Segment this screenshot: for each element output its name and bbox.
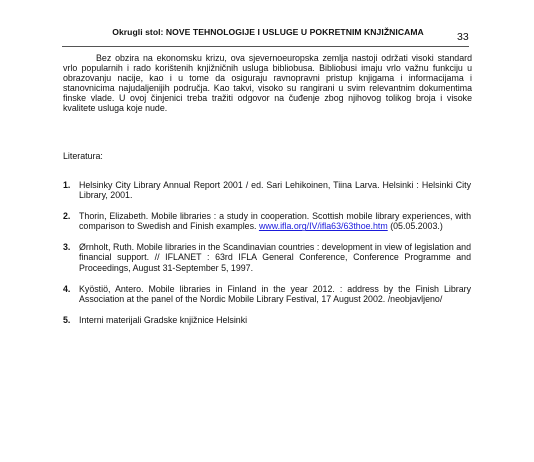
reference-number: 4.	[63, 283, 71, 294]
reference-text: Helsinky City Library Annual Report 2001 / ed. Sari Lehikoinen, Tiina Larva. Helsinki : Helsinki City Library, 2001.	[79, 180, 471, 201]
reference-text: Interni materijali Gradske knjižnice Helsinki	[79, 314, 248, 325]
reference-link[interactable]: www.ifla.org/IV/ifla63/63thoe.htm	[258, 221, 388, 232]
page-number: 33	[457, 31, 469, 43]
reference-item-1	[63, 180, 471, 200]
reference-number: 5.	[63, 314, 71, 325]
reference-item-5	[63, 315, 471, 325]
reference-list	[63, 180, 471, 336]
running-header: Okrugli stol: NOVE TEHNOLOGIJE I USLUGE U POKRETNIM KNJIŽNICAMA	[112, 27, 424, 37]
body-paragraph: Bez obzira na ekonomsku krizu, ova sjevernoeuropska zemlja nastoji održati visoki standard vrlo popularnih i rado korištenih knjižničnih usluga bibliobusa. Bibliobusi imaju vrlo važnu funkciju u obrazovanju nacije, kao i u tome da osiguraju ravnopravni pristup knjigama i informacijama i stanovnicima najudaljenijih područja. Kao takvi, visoko su rangirani u svim relevantnim dokumentima finske vlade. U ovoj činjenici treba tražiti odgovor na čuđenje zbog njihovog tolikog broja i visoke kvalitete usluga koje nude.	[63, 53, 472, 114]
reference-text: Kyöstiö, Antero. Mobile libraries in Finland in the year 2012. : address by the Finish Library Association at the panel of the Nordic Mobile Library Festival, 17 August 2002. /neobjavljeno/	[79, 283, 471, 304]
reference-item-4	[63, 284, 471, 304]
literature-heading: Literatura:	[63, 151, 103, 161]
reference-number: 3.	[63, 242, 71, 253]
header-rule	[62, 46, 469, 47]
reference-number: 1.	[63, 180, 71, 190]
reference-item-2	[63, 211, 471, 231]
reference-date: (05.05.2003.)	[387, 221, 443, 232]
reference-item-3	[63, 242, 471, 272]
reference-text: Thorin, Elizabeth. Mobile libraries : a study in cooperation. Scottish mobile library experiences, with comparison to Swedish and Finish examples.	[79, 211, 471, 232]
reference-number: 2.	[63, 211, 71, 222]
reference-text: Ørnholt, Ruth. Mobile libraries in the Scandinavian countries : development in view of legislation and financial support. // IFLANET : 63rd IFLA General Conference, Conference Programme and Proceedings, August 31-September 5, 1997.	[79, 242, 471, 273]
